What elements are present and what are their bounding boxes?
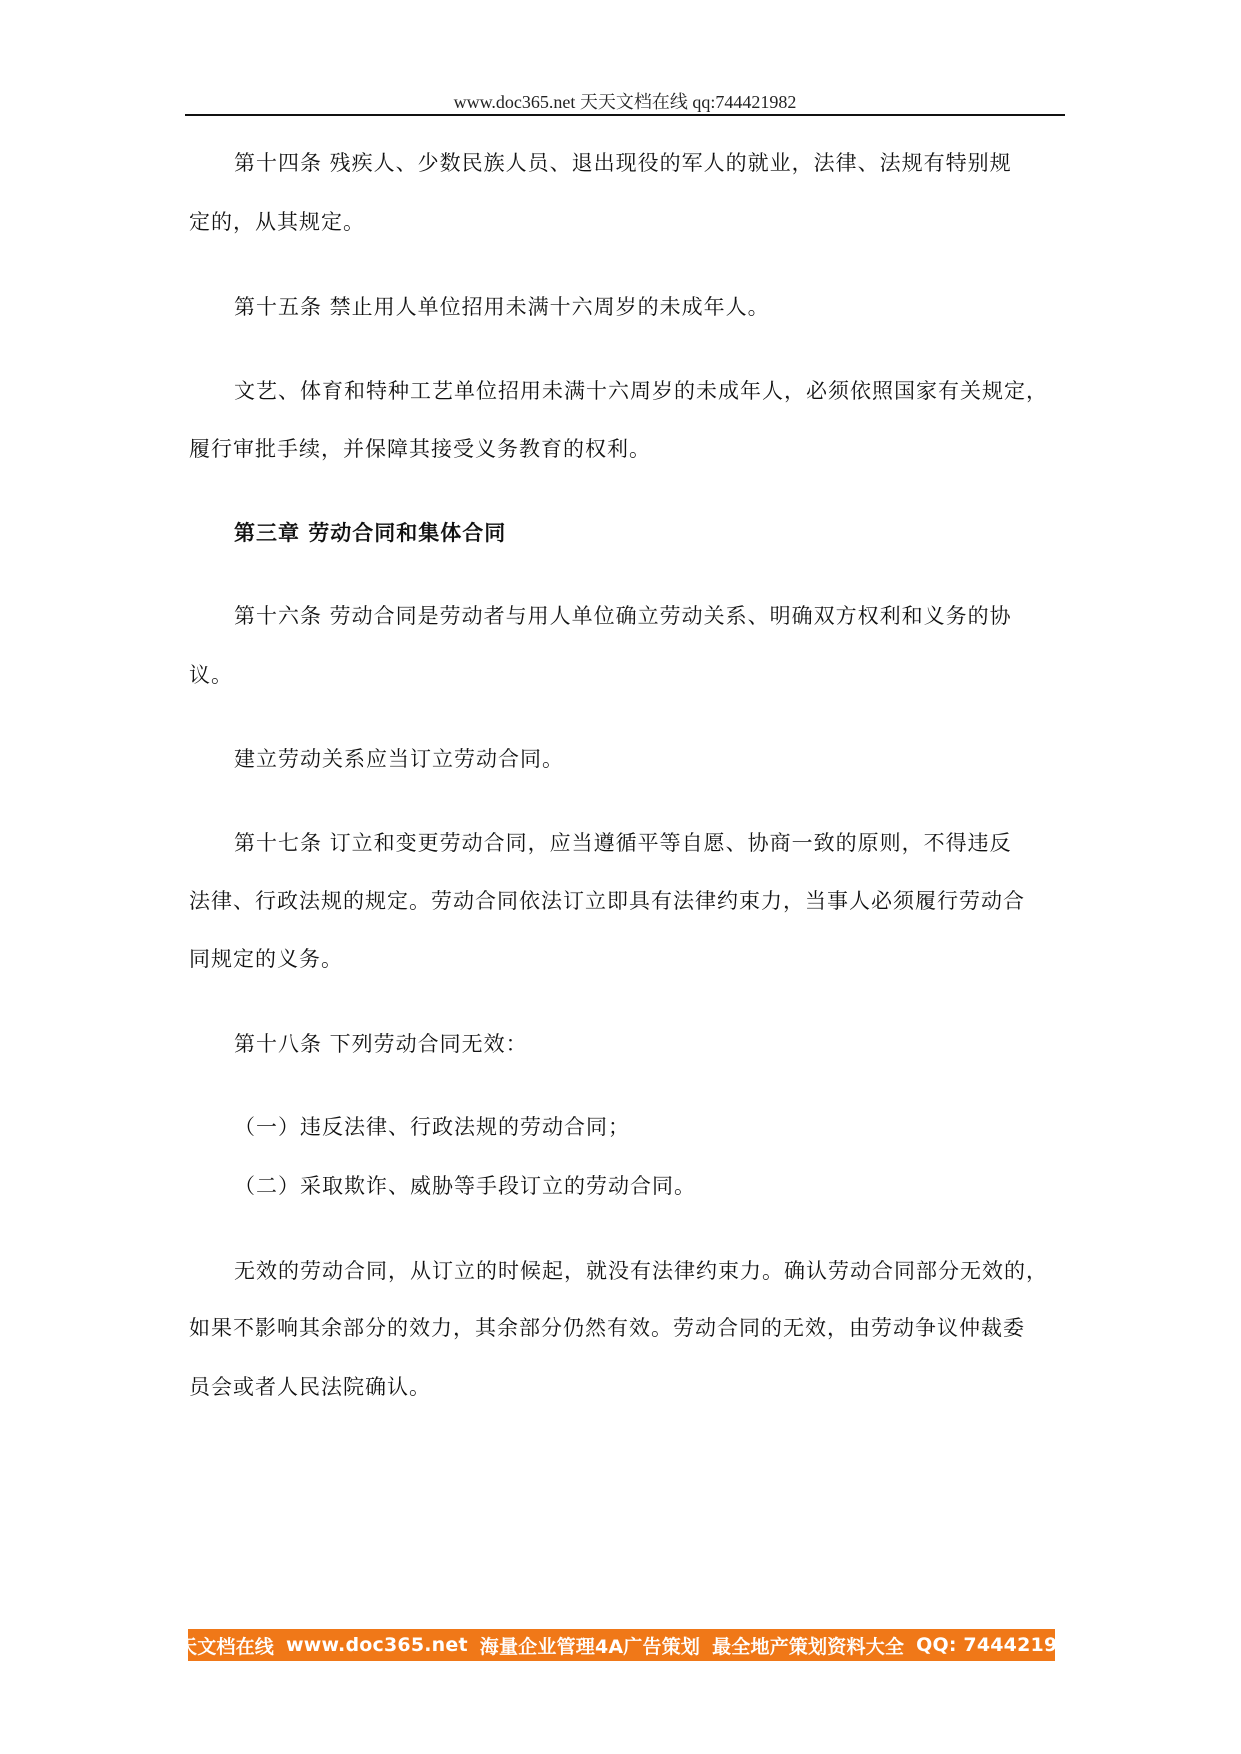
- footer-url[interactable]: www.doc365.net: [286, 1634, 468, 1656]
- article-18: 第十八条 下列劳动合同无效：: [234, 1032, 528, 1056]
- article-18-item-2: （二）采取欺诈、威胁等手段订立的劳动合同。: [234, 1174, 696, 1198]
- article-18-para-2-line-2: 如果不影响其余部分的效力，其余部分仍然有效。劳动合同的无效，由劳动争议仲裁委: [189, 1316, 1025, 1340]
- article-16-para-2: 建立劳动关系应当订立劳动合同。: [234, 747, 564, 771]
- article-15-para-2-line-1: 文艺、体育和特种工艺单位招用未满十六周岁的未成年人，必须依照国家有关规定，: [234, 379, 1048, 403]
- article-17-line-3: 同规定的义务。: [189, 947, 343, 971]
- article-18-para-2-line-3: 员会或者人民法院确认。: [189, 1375, 431, 1399]
- article-17-line-1: 第十七条 订立和变更劳动合同，应当遵循平等自愿、协商一致的原则，不得违反: [234, 831, 1012, 855]
- article-17-line-2: 法律、行政法规的规定。劳动合同依法订立即具有法律约束力，当事人必须履行劳动合: [189, 889, 1025, 913]
- article-16-line-2: 议。: [189, 663, 233, 687]
- footer-slogan-1: 海量企业管理4A广告策划: [479, 1635, 701, 1658]
- footer-qq: QQ: 744421982: [916, 1634, 1085, 1656]
- footer-site-name: 天天文档在线: [158, 1635, 274, 1658]
- article-18-item-1: （一）违反法律、行政法规的劳动合同；: [234, 1115, 630, 1139]
- article-18-para-2-line-1: 无效的劳动合同，从订立的时候起，就没有法律约束力。确认劳动合同部分无效的，: [234, 1259, 1048, 1283]
- footer-ad-banner[interactable]: [158, 1629, 1085, 1661]
- article-15-para-2-line-2: 履行审批手续，并保障其接受义务教育的权利。: [189, 437, 651, 461]
- article-14-line-1: 第十四条 残疾人、少数民族人员、退出现役的军人的就业，法律、法规有特别规: [234, 151, 1012, 175]
- page-header: www.doc365.net 天天文档在线 qq:744421982: [453, 92, 797, 112]
- header-divider: [185, 114, 1065, 116]
- article-16-line-1: 第十六条 劳动合同是劳动者与用人单位确立劳动关系、明确双方权利和义务的协: [234, 604, 1012, 628]
- footer-slogan-2: 最全地产策划资料大全: [712, 1635, 905, 1658]
- chapter-3-heading: 第三章 劳动合同和集体合同: [234, 521, 507, 545]
- article-14-line-2: 定的，从其规定。: [189, 210, 365, 234]
- article-15: 第十五条 禁止用人单位招用未满十六周岁的未成年人。: [234, 295, 770, 319]
